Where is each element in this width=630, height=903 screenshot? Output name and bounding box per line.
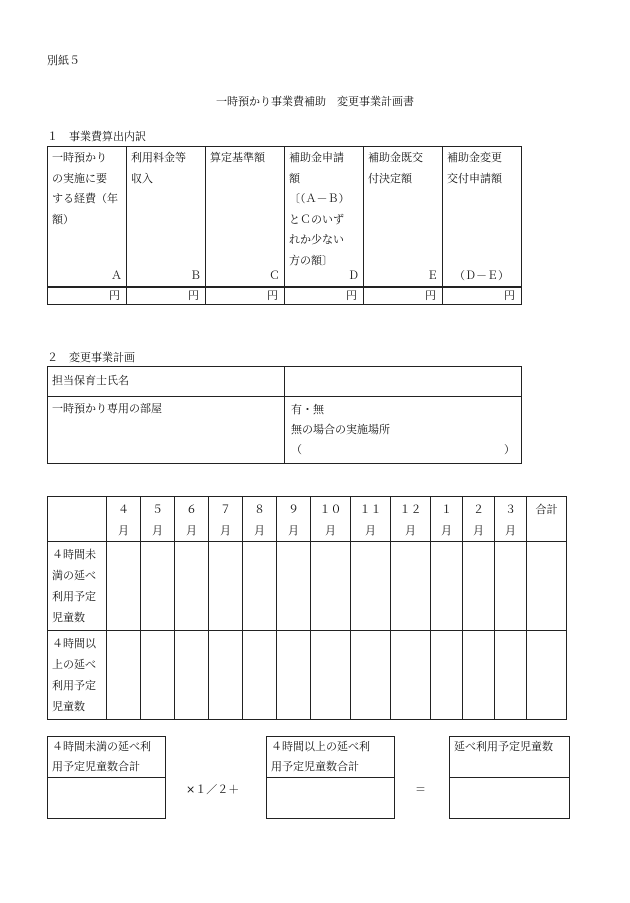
count-cell[interactable] (175, 631, 209, 720)
month-header: ４ 月 (107, 497, 141, 542)
cost-column-header: 算定基準額 (206, 147, 285, 288)
paren-open: （ (291, 443, 302, 456)
dedicated-room-label: 一時預かり専用の部屋 (48, 397, 285, 464)
month-header: ８ 月 (243, 497, 277, 542)
amount-field[interactable]: 円 (127, 287, 206, 305)
cost-column-header: 一時預かり の実施に要 する経費（年 額） (48, 147, 127, 288)
total-children-box (449, 736, 570, 819)
count-cell[interactable] (311, 631, 351, 720)
count-cell[interactable] (463, 631, 495, 720)
month-header: ２ 月 (463, 497, 495, 542)
count-cell[interactable] (351, 631, 391, 720)
count-cell[interactable] (209, 542, 243, 631)
paren-close: ） (504, 443, 515, 456)
amount-field[interactable]: 円 (285, 287, 364, 305)
alt-location-label: 無の場合の実施場所 (291, 423, 390, 436)
month-header-row (48, 497, 567, 542)
row-label-under-4h: ４時間未 満の延べ 利用予定 児童数 (48, 542, 107, 631)
column-letter: Ａ (111, 269, 122, 282)
count-cell[interactable] (277, 631, 311, 720)
month-header: １１ 月 (351, 497, 391, 542)
cost-column-header: 補助金申請 額 〔（Ａ－Ｂ） とＣのいず れか少ない 方の額〕 (285, 147, 364, 288)
total-children-field[interactable] (450, 778, 569, 818)
over-4h-total-box (266, 736, 395, 819)
amount-field[interactable]: 円 (364, 287, 443, 305)
count-cell[interactable] (175, 542, 209, 631)
over-4h-row (48, 631, 567, 720)
amount-field[interactable]: 円 (206, 287, 285, 305)
over-4h-total-label: ４時間以上の延べ利 用予定児童数合計 (267, 737, 394, 778)
dedicated-room-field[interactable] (285, 397, 522, 464)
count-cell[interactable] (463, 542, 495, 631)
count-cell[interactable] (391, 542, 431, 631)
column-letter: Ｂ (190, 269, 201, 282)
cost-amount-row (47, 286, 522, 305)
cost-letters (47, 267, 521, 287)
count-cell[interactable] (495, 631, 527, 720)
month-header: ３ 月 (495, 497, 527, 542)
total-header: 合計 (527, 497, 567, 542)
count-cell[interactable] (243, 631, 277, 720)
total-cell[interactable] (527, 631, 567, 720)
month-header: ６ 月 (175, 497, 209, 542)
count-cell[interactable] (311, 542, 351, 631)
under-4h-total-label: ４時間未満の延べ利 用予定児童数合計 (48, 737, 165, 778)
count-cell[interactable] (495, 542, 527, 631)
corner-cell (48, 497, 107, 542)
count-cell[interactable] (243, 542, 277, 631)
under-4h-total-field[interactable] (48, 778, 165, 818)
column-letter: Ｄ (348, 269, 359, 282)
cost-column-header: 補助金既交 付決定額 (364, 147, 443, 288)
under-4h-total-box (47, 736, 166, 819)
under-4h-row (48, 542, 567, 631)
multiplier-text: ×１／２＋ (186, 783, 240, 796)
column-letter: （Ｄ－Ｅ） (454, 269, 509, 282)
count-cell[interactable] (351, 542, 391, 631)
document-title: 一時預かり事業費補助 変更事業計画書 (216, 95, 414, 108)
monthly-children-table (47, 496, 567, 720)
over-4h-total-field[interactable] (267, 778, 394, 818)
cost-column-header: 利用料金等 収入 (127, 147, 206, 288)
count-cell[interactable] (107, 542, 141, 631)
room-options[interactable]: 有・無 (291, 403, 324, 416)
month-header: ７ 月 (209, 497, 243, 542)
total-cell[interactable] (527, 542, 567, 631)
section1-heading: １ 事業費算出内訳 (47, 130, 146, 143)
change-plan-table (47, 366, 522, 464)
equals-sign: ＝ (415, 783, 426, 796)
total-children-label: 延べ利用予定児童数 (450, 737, 569, 778)
row-label-over-4h: ４時間以 上の延べ 利用予定 児童数 (48, 631, 107, 720)
count-cell[interactable] (431, 631, 463, 720)
count-cell[interactable] (209, 631, 243, 720)
count-cell[interactable] (431, 542, 463, 631)
document-label: 別紙５ (47, 54, 80, 67)
month-header: ９ 月 (277, 497, 311, 542)
column-letter: Ｅ (427, 269, 438, 282)
count-cell[interactable] (391, 631, 431, 720)
column-letter: Ｃ (269, 269, 280, 282)
month-header: １ 月 (431, 497, 463, 542)
month-header: １２ 月 (391, 497, 431, 542)
section2-heading: ２ 変更事業計画 (47, 351, 135, 364)
amount-field[interactable]: 円 (48, 287, 127, 305)
count-cell[interactable] (277, 542, 311, 631)
count-cell[interactable] (141, 631, 175, 720)
staff-name-label: 担当保育士氏名 (48, 367, 285, 397)
amount-field[interactable]: 円 (443, 287, 522, 305)
cost-column-header: 補助金変更 交付申請額 (443, 147, 522, 288)
count-cell[interactable] (141, 542, 175, 631)
count-cell[interactable] (107, 631, 141, 720)
month-header: ５ 月 (141, 497, 175, 542)
month-header: １０ 月 (311, 497, 351, 542)
staff-name-field[interactable] (285, 367, 522, 397)
